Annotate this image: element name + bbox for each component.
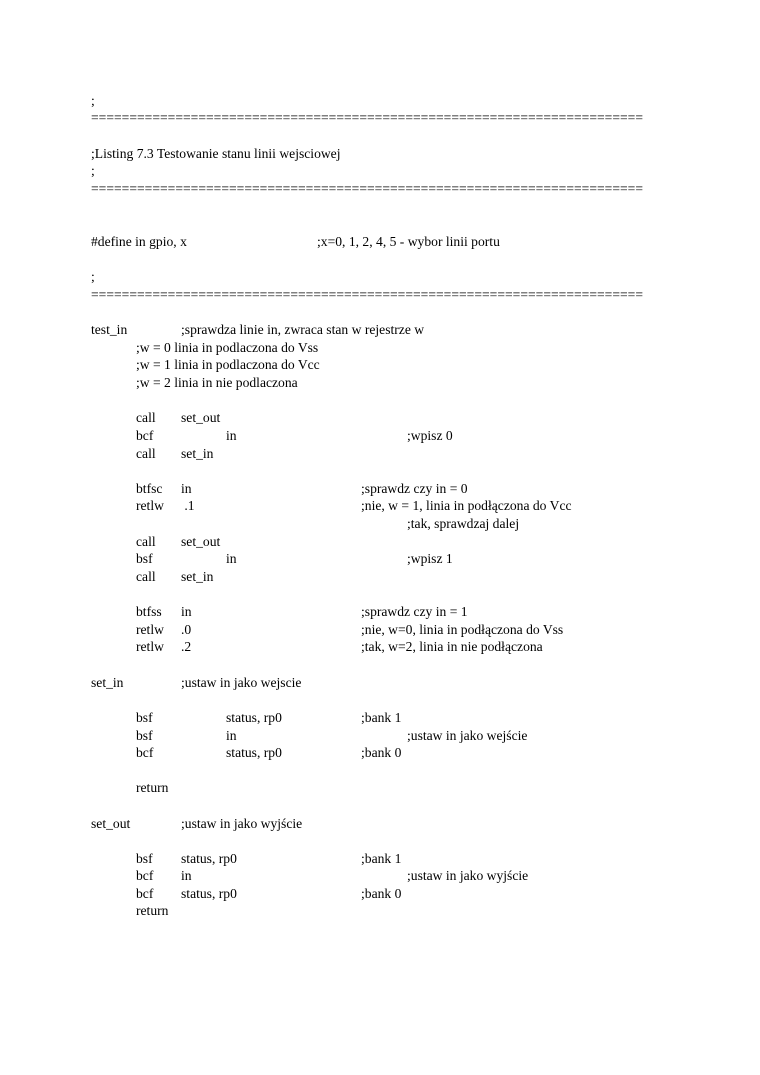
code-op: call	[136, 534, 156, 549]
code-arg: status, rp0	[181, 886, 237, 901]
code-arg: in	[181, 481, 192, 496]
set-in-comment: ;ustaw in jako wejscie	[181, 675, 302, 690]
code-comment: ;nie, w = 1, linia in podłączona do Vcc	[361, 498, 572, 513]
test-in-comment: ;sprawdza linie in, zwraca stan w rejestrze w	[181, 322, 425, 337]
code-arg: in	[226, 428, 237, 443]
code-arg: in	[181, 604, 192, 619]
code-op: bcf	[136, 428, 154, 443]
code-comment: ;wpisz 1	[407, 551, 453, 566]
code-arg: status, rp0	[181, 851, 237, 866]
code-op: call	[136, 569, 156, 584]
code-comment: ;ustaw in jako wejście	[407, 728, 528, 743]
code-arg: status, rp0	[226, 710, 282, 725]
semicolon-line: ;	[91, 93, 95, 108]
note-line: ;w = 0 linia in podlaczona do Vss	[136, 340, 319, 355]
code-op: call	[136, 446, 156, 461]
return-instruction: return	[136, 903, 169, 918]
code-arg: set_out	[181, 534, 221, 549]
code-op: bsf	[136, 551, 153, 566]
code-op: retlw	[136, 639, 164, 654]
separator-line: ========================================================================	[91, 110, 643, 125]
code-arg: set_in	[181, 569, 214, 584]
code-comment: ;bank 0	[361, 745, 402, 760]
note-line: ;w = 1 linia in podlaczona do Vcc	[136, 357, 320, 372]
set-out-comment: ;ustaw in jako wyjście	[181, 816, 303, 831]
code-op: bsf	[136, 728, 153, 743]
code-op: bsf	[136, 851, 153, 866]
test-in-label: test_in	[91, 322, 128, 337]
semicolon-line: ;	[91, 269, 95, 284]
code-comment: ;ustaw in jako wyjście	[407, 868, 529, 883]
code-comment: ;bank 1	[361, 851, 402, 866]
code-arg: .2	[181, 639, 192, 654]
code-comment: ;sprawdz czy in = 1	[361, 604, 468, 619]
code-arg: in	[181, 868, 192, 883]
semicolon-line: ;	[91, 163, 95, 178]
code-arg: set_out	[181, 410, 221, 425]
separator-line: ========================================================================	[91, 181, 643, 196]
code-op: bcf	[136, 745, 154, 760]
code-arg: status, rp0	[226, 745, 282, 760]
code-op: bsf	[136, 710, 153, 725]
code-op: btfsc	[136, 481, 163, 496]
code-op: call	[136, 410, 156, 425]
code-comment: ;sprawdz czy in = 0	[361, 481, 468, 496]
code-op: bcf	[136, 868, 154, 883]
set-in-label: set_in	[91, 675, 124, 690]
code-arg: in	[226, 551, 237, 566]
code-arg: set_in	[181, 446, 214, 461]
code-op: retlw	[136, 498, 164, 513]
separator-line: ========================================================================	[91, 287, 643, 302]
code-op: retlw	[136, 622, 164, 637]
code-comment: ;tak, w=2, linia in nie podłączona	[361, 639, 543, 654]
code-op: bcf	[136, 886, 154, 901]
note-line: ;w = 2 linia in nie podlaczona	[136, 375, 298, 390]
code-comment: ;wpisz 0	[407, 428, 453, 443]
define-comment: ;x=0, 1, 2, 4, 5 - wybor linii portu	[317, 234, 500, 249]
code-op: btfss	[136, 604, 162, 619]
return-instruction: return	[136, 780, 169, 795]
listing-title: ;Listing 7.3 Testowanie stanu linii wejsciowej	[91, 146, 341, 161]
code-comment: ;bank 0	[361, 886, 402, 901]
code-arg: .0	[181, 622, 192, 637]
code-comment: ;bank 1	[361, 710, 402, 725]
code-comment: ;tak, sprawdzaj dalej	[407, 516, 520, 531]
code-arg: .1	[181, 498, 195, 513]
code-comment: ;nie, w=0, linia in podłączona do Vss	[361, 622, 564, 637]
set-out-label: set_out	[91, 816, 131, 831]
define-directive: #define in gpio, x	[91, 234, 187, 249]
code-arg: in	[226, 728, 237, 743]
